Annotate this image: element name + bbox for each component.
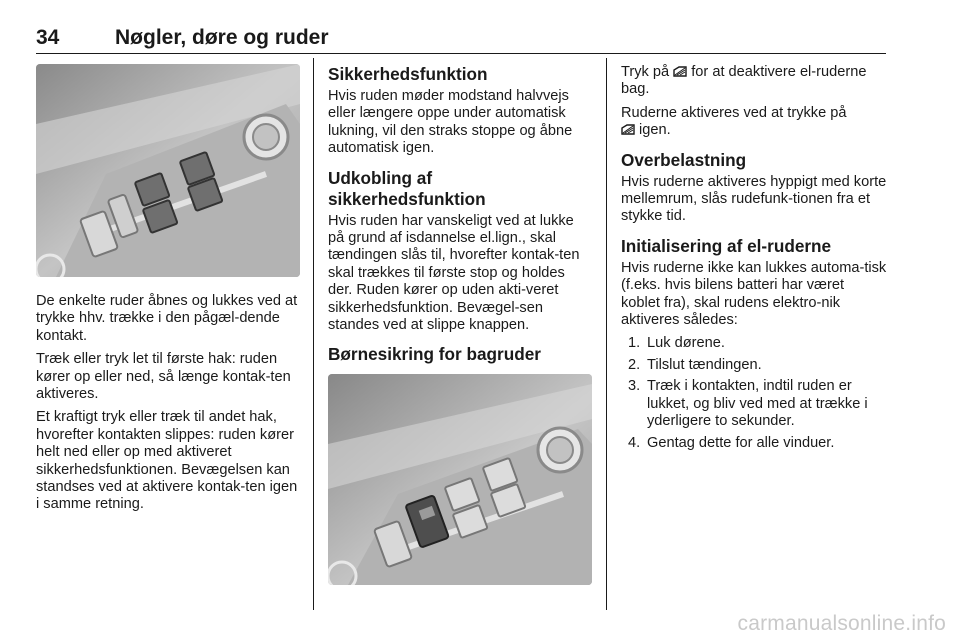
list-item: 1. Luk dørene.: [628, 335, 725, 352]
page-header: [36, 24, 886, 54]
paragraph: De enkelte ruder åbnes og lukkes ved at trykke hhv. trække i den pågæl-dende kontakt.: [36, 293, 298, 344]
paragraph: Tryk på for at deaktivere el-ruderne bag.: [621, 64, 867, 98]
paragraph: Hvis ruden har vanskeligt ved at lukke på grund af isdannelse el.lign., skal tændingen slås til, hvorefter kontak-ten skal trækkes til første stop og holdes der. Ruden kører op uden akti-veret sikkerhedsfunktion. Bevægel-sen standes ved at slippe knappen.: [328, 212, 580, 334]
watermark: carmanualsonline.info: [737, 612, 946, 635]
column-divider: [313, 58, 314, 610]
list-item: 3. Træk i kontakten, indtil ruden er lukket, og bliv ved med at trække i yderligere to sekunder.: [628, 378, 868, 430]
column-divider: [606, 58, 607, 610]
list-item: 2. Tilslut tændingen.: [628, 356, 762, 373]
column-right: [621, 64, 887, 456]
section-heading: Udkobling af sikkerhedsfunktion: [328, 167, 486, 209]
child-lock-switch-photo: [328, 374, 592, 585]
paragraph: Hvis ruden møder modstand halvvejs eller længere oppe under automatisk lukning, vil den straks stoppe og åbne automatisk igen.: [328, 88, 573, 157]
column-middle: [328, 64, 592, 585]
window-lock-icon: [673, 66, 687, 77]
column-left: [36, 64, 300, 520]
section-heading: Sikkerhedsfunktion: [328, 64, 488, 84]
section-heading: Overbelastning: [621, 149, 747, 170]
paragraph: Et kraftigt tryk eller træk til andet hak, hvorefter kontakten slippes: ruden kører helt ned eller op med aktiveret sikkerhedsfunktionen. Bevægelsen kan standses ved at aktivere kontak-ten igen i samme retning.: [36, 409, 298, 513]
paragraph: Træk eller tryk let til første hak: ruden kører op eller ned, så længe kontak-ten aktiveres.: [36, 351, 291, 403]
section-heading: Initialisering af el-ruderne: [621, 235, 832, 256]
paragraph: Ruderne aktiveres ved at trykke på igen.: [621, 104, 847, 139]
section-heading: Børnesikring for bagruder: [328, 344, 541, 365]
page-number: 34: [36, 26, 60, 49]
list-item: 4. Gentag dette for alle vinduer.: [628, 434, 835, 451]
paragraph: Hvis ruderne aktiveres hyppigt med korte mellemrum, slås rudefunk-tionen fra et stykke tid.: [621, 173, 887, 225]
page-title: Nøgler, døre og ruder: [115, 26, 329, 49]
paragraph: Hvis ruderne ikke kan lukkes automa-tisk (f.eks. hvis bilens batteri har været koblet fra), skal rudens elektro-nik aktiveres således:: [621, 259, 887, 329]
steps-list: [621, 335, 887, 451]
window-switch-photo: [36, 64, 300, 277]
window-lock-icon: [621, 124, 635, 135]
